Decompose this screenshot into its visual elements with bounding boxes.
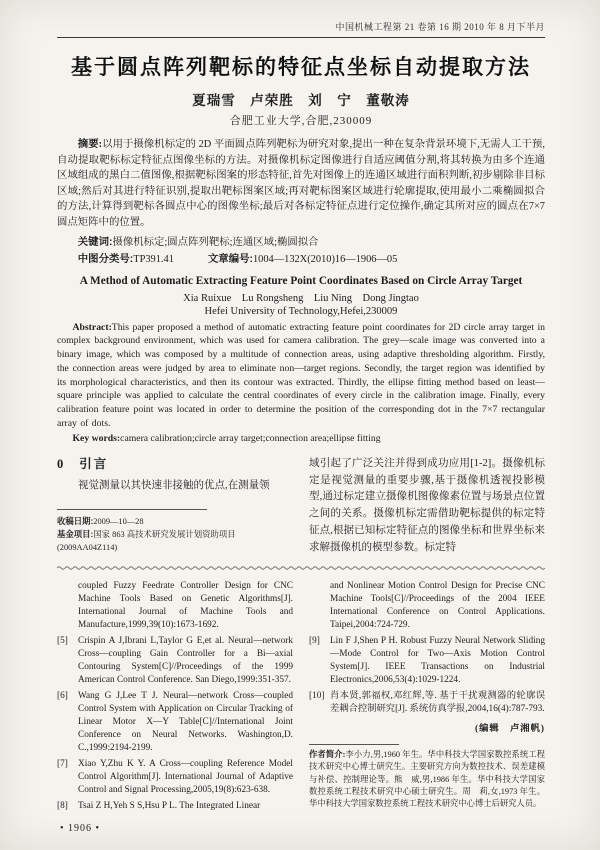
section-heading [57,454,293,472]
abstract-label-cn: 摘要: [77,139,103,150]
header-rule [57,37,545,38]
reference-item [57,758,293,797]
reference-text: Crispin A J,Ibrani L,Taylor G E,et al. Neural—network Cross—coupling Gain Controller for a Bi—axial Contouring System[C]//Proceedings of the 1999 American Control Conference. San Diego,1999:351-357. [78,635,293,685]
article-id-label: 文章编号: [207,253,253,265]
reference-item [57,580,293,632]
clc-number: TP391.41 [133,253,174,265]
footnote-fund [57,528,293,555]
reference-number [309,580,330,632]
fund-label: 基金项目: [57,529,94,540]
abstract-text-cn: 以用于摄像机标定的 2D 平面圆点阵列靶标为研究对象,提出一种在复杂背景环境下,无需人工干预,自动提取靶标标定特征点图像坐标的方法。对摄像机标定图像进行自适应阈值分割,将其转换为由多个连通区域组成的黑白二值图像,根据靶标图案的形态特征,首先对图像上的连通区域进行面积判断,初步剔除非目标区域;然后对其进行特征识别,提取出靶标图案区域;再对靶标图案区域进行轮廓提取,使用最小二乘椭圆拟合的方法,计算得到靶标各圆点中心的图像坐标;最后对各标定特征点进行定位操作,确定其所对应的圆点在7×7圆点矩阵中的位置。 [57,139,545,229]
intro-columns [57,454,545,557]
bio-label: 作者简介: [309,749,346,759]
reference-text: Xiao Y,Zhu K Y. A Cross—coupling Reference Model Control Algorithm[J]. International Journal of Adaptive Control and Signal Processing,2005,19(8):623-638. [78,758,293,795]
reference-number: [6] [57,690,68,701]
intro-left-column [57,454,293,557]
keywords-label-cn: 关键词: [77,236,113,248]
reference-text: coupled Fuzzy Feedrate Controller Design for CNC Machine Tools Based on Genetic Algorithms[J]. International Journal of Machine Tools and Manufacture,1999,39(10):1673-1692. [78,580,293,630]
keywords-label-en: Key words: [72,432,121,444]
clc-label: 中图分类号: [77,253,134,265]
reference-number: [10] [309,690,325,701]
intro-paragraph-left: 视觉测量以其快速非接触的优点,在测量领 [78,479,270,491]
reference-number: [9] [309,635,320,646]
references-left-column [57,577,293,813]
reference-item [57,635,293,687]
affiliation-en: Hefei University of Technology,Hefei,230009 [204,305,398,317]
references-columns [57,577,545,813]
authors-cn: 夏瑞雪 卢荣胜 刘 宁 董敬涛 [192,93,410,108]
keywords-text-en: camera calibration;circle array target;connection area;ellipse fitting [120,432,381,444]
abstract-text-en: This paper proposed a method of automatic extracting feature point coordinates for 2D circle array target in complex background environment, which was used for camera calibration. The grey—scale image was converted into a binary image, which was composed by a multitude of connection areas, using adaptive thresholding algorithm. Firstly, the connection areas were judged by area to eliminate non—target regions. Secondly, the target region was identified by its morphological characteristics, and then its contour was extracted. Thirdly, the ellipse fitting method based on least—square principle was applied to calculate the central coordinates of every circle in the calibration image. Finally, every calibration feature point was located in order to determine the position of the corresponding dot in the 7×7 rectangular array of dots. [57,321,545,430]
intro-right-column [309,454,545,557]
references-right-column [309,577,545,813]
article-id: 1004—132X(2010)16—1906—05 [252,253,398,265]
reference-number: [5] [57,635,68,646]
wavy-divider [57,565,545,571]
footnote-rule [57,509,207,510]
bio-text: 李小力,男,1960 年生。华中科技大学国家数控系统工程技术研究中心博士研究生。主要研究方向为数控技术、误差建模与补偿、控制理论等。熊 威,男,1986 年生。华中科技大学国家数控系统工程技术研究中心硕士研究生。周 莉,女,1973 年生。华中科技大学国家数控系统工程技术研究中心博士后研究人员。 [309,749,546,809]
fund-text: 国家 863 高技术研究发展计划资助项目(2009AA04Z114) [57,530,236,553]
reference-number: [7] [57,758,68,769]
reference-text: and Nonlinear Motion Control Design for Precise CNC Machine Tools[C]//Proceedings of the 2004 IEEE International Conference on Control Applications. Taipei,2004:724-729. [330,580,545,630]
reference-number: [8] [57,800,68,811]
reference-text: Wang G J,Lee T J. Neural—network Cross—coupled Control System with Application on Circular Tracking of Linear Motor X—Y Table[C]//International Joint Conference on Neural Networks. Washington,D. C.,1999:2194-2199. [78,690,293,753]
keywords-line-cn [57,233,545,248]
received-date: 2009—10—28 [93,516,144,526]
reference-item [309,635,545,687]
keywords-text-cn: 摄像机标定;圆点阵列靶标;连通区域;椭圆拟合 [112,236,319,248]
bio-rule [309,744,399,745]
article-title-cn: 基于圆点阵列靶标的特征点坐标自动提取方法 [71,55,531,79]
clc-line [57,250,545,265]
section-title: 引言 [79,456,109,471]
reference-item [57,690,293,755]
intro-paragraph-right: 域引起了广泛关注并得到成功应用[1-2]。摄像机标定是视觉测量的重要步骤,基于摄像机透视投影模型,通过标定建立摄像机图像像素位置与场景点位置之间的关系。摄像机标定需借助靶标提供的标定特征点,根据已知标定特征点的图像坐标和世界坐标来求解摄像机的模型参数。标定特 [309,457,545,553]
affiliation-cn: 合肥工业大学,合肥,230009 [229,115,373,127]
abstract-cn [57,137,545,231]
reference-text: Lin F J,Shen P H. Robust Fuzzy Neural Network Sliding—Mode Control for Two—Axis Motion Control System[J]. IEEE Transactions on Industrial Electronics,2006,53(4):1029-1224. [330,635,545,685]
reference-item [309,580,545,632]
section-number: 0 [57,456,66,471]
authors-en: Xia Ruixue Lu Rongsheng Liu Ning Dong Jingtao [183,292,419,304]
keywords-line-en [57,433,545,444]
page-number: • 1906 • [60,823,101,834]
reference-text: Tsai Z H,Yeh S S,Hsu P L. The Integrated Linear [78,800,261,811]
reference-item [57,800,293,813]
reference-item [309,690,545,716]
journal-header: 中国机械工程第 21 卷第 16 期 2010 年 8 月下半月 [335,22,545,32]
reference-number [57,580,78,632]
abstract-label-en: Abstract: [72,321,112,333]
author-bio [309,749,545,811]
reference-text: 肖本贤,郭福权,邓红辉,等. 基于干扰观测器的轮廓误差耦合控制研究[J]. 系统仿真学报,2004,16(4):787-793. [330,690,545,714]
footnote-received [57,515,293,528]
article-title-en: A Method of Automatic Extracting Feature Point Coordinates Based on Circle Array Target [79,274,523,287]
abstract-en [57,321,545,431]
received-label: 收稿日期: [57,515,94,526]
editor-credit: (编辑 卢湘帆) [475,723,545,734]
